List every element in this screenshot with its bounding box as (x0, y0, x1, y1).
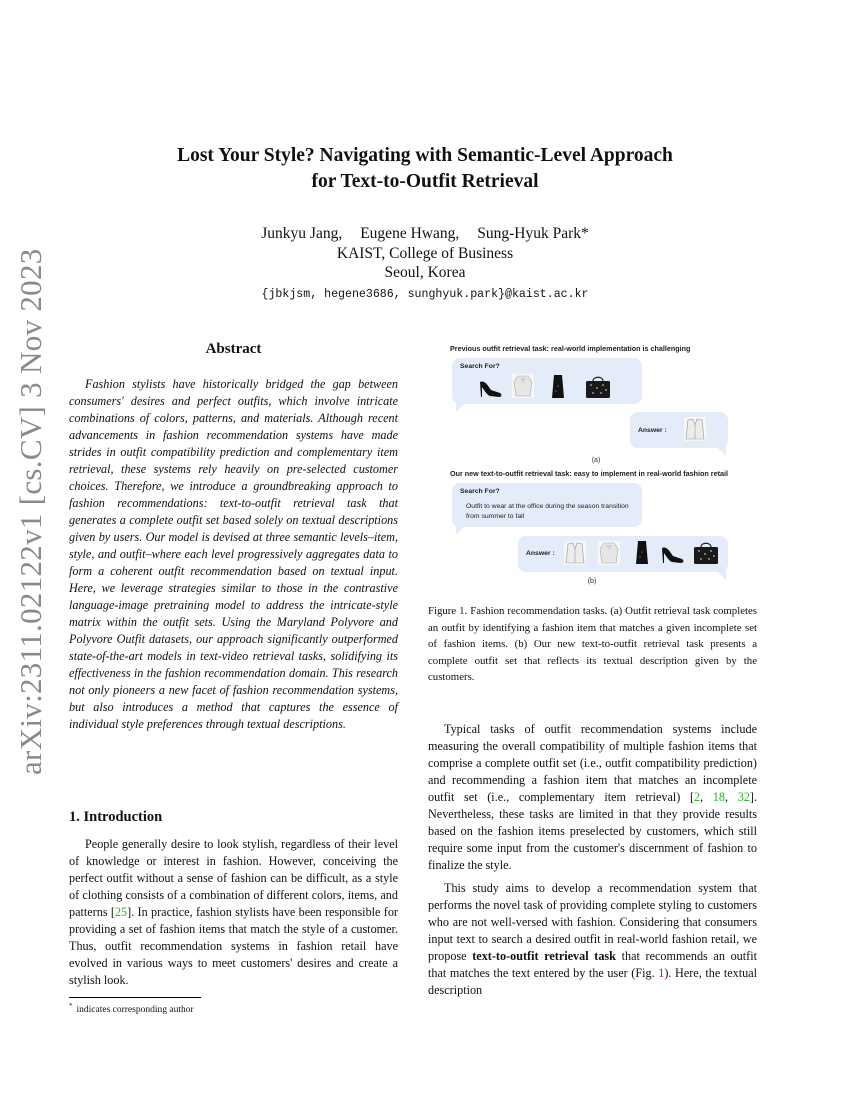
subfigure-label-a: (a) (591, 457, 601, 464)
jacket-item-icon (684, 417, 706, 441)
paragraph-text: ]. Nevertheless, these tasks are limited in that they provide results based on the fashion items preselected by customers, which still require some input from the customer's discernment of fashion to finalize the style. (428, 790, 758, 872)
author-list (0, 225, 850, 243)
query-text: Outfit to wear at the office during the season transition from summer to fall (466, 503, 629, 520)
black-skirt-icon (634, 540, 650, 566)
paragraph-text: that recommends an outfit that matches the text entered by the user (Fig. (428, 949, 757, 980)
jacket-item-icon (564, 541, 586, 565)
citation-link[interactable]: 25 (114, 905, 128, 919)
bubble-tail (716, 446, 726, 456)
paragraph-text: ). Here, the textual description (428, 966, 757, 997)
search-label: Search For? (460, 363, 500, 370)
introduction-heading: 1. Introduction (69, 809, 163, 825)
footnote (69, 1002, 194, 1015)
figure-1-caption: Figure 1. Fashion recommendation tasks. (a) Outfit retrieval task completes an outfit by identifying a fashion item that matches a given incomplete set of fashion items. (b) Our new text-to-outfit retrieval task presents a complete outfit set that reflects its textual description given by the customers. (428, 605, 757, 683)
bubble-tail (716, 570, 726, 580)
bubble-tail (456, 525, 466, 535)
abstract-text: Fashion stylists have historically bridged the gap between consumers' desires and perfect outfits, which involve intricate combinations of colors, patterns, and materials. Although recent advancements in fashion recommendation systems have made strides in outfit compatibility prediction and complementary item retrieval, these systems rely heavily on pre-selected customer choices. Therefore, we introduce a groundbreaking approach to fashion recommendations: text-to-outfit retrieval task that generates a complete outfit set based solely on textual descriptions given by users. Our model is devised at three semantic levels–item, style, and outfit–where each level progressively aggregates data to form a coherent outfit recommendation based on textual input. Here, we leverage strategies similar to those in the contrastive language-image pretraining model to address the intricate-style matrix within the outfit sets. Using the Maryland Polyvore and Polyvore Outfit datasets, our approach significantly outperformed state-of-the-art models in text-video retrieval tasks, solidifying its effectiveness in the fashion recommendation domain. This research not only pioneers a new facet of fashion recommendation systems, but also introduces a method that captures the essence of individual style preferences through textual descriptions. (69, 377, 398, 731)
figure-reference-link[interactable]: 1 (658, 966, 665, 980)
arxiv-stamp: arXiv:2311.02122v1 [cs.CV] 3 Nov 2023 (13, 248, 48, 775)
citation-link[interactable]: 18 (712, 790, 726, 804)
author-name: Sung-Hyuk Park* (477, 225, 589, 242)
paper-title-line1: Lost Your Style? Navigating with Semantic-Level Approach (177, 145, 673, 166)
paragraph-text: ]. In practice, fashion stylists have been responsible for providing a set of fashion items that match the style of a customer. Thus, outfit recommendation systems in fashion retail have evolved in various ways to meet customers' desires and create a stylish look. (69, 905, 398, 987)
affiliation: KAIST, College of Business (336, 245, 514, 262)
author-emails: {jbkjsm, hegene3686, sunghyuk.park}@kaist.ac.kr (261, 288, 589, 301)
footnote-text: indicates corresponding author (76, 1005, 194, 1016)
figure-1 (446, 340, 746, 590)
bubble-tail (456, 402, 466, 412)
citation-separator: , (700, 790, 713, 804)
paragraph-text: Typical tasks of outfit recommendation systems include measuring the overall compatibility of multiple fashion items that comprise a complete outfit set (i.e., outfit compatibility prediction) and recommending a fashion item that matches an incomplete outfit set (i.e., complementary item retrieval) [ (428, 722, 757, 804)
footnote-rule (69, 997, 201, 998)
heel-shoe-icon (478, 374, 504, 400)
blouse-item-icon (512, 374, 534, 398)
citation-link[interactable]: 2 (694, 790, 701, 804)
citation-link[interactable]: 32 (737, 790, 750, 804)
figure-panel-b-heading: Our new text-to-outfit retrieval task: easy to implement in real-world fashion retail (450, 469, 728, 478)
body-paragraph (428, 721, 757, 874)
paper-title-line2: for Text-to-Outfit Retrieval (311, 171, 539, 192)
answer-label: Answer : (638, 427, 667, 434)
author-name: Junkyu Jang, (261, 225, 343, 242)
paragraph-text: People generally desire to look stylish, regardless of their level of knowledge or interest in fashion. However, conceiving the perfect outfit without a sense of fashion can be difficult, as a style of clothing consists of a combination of different colors, items, and patterns [ (69, 837, 398, 919)
citation-separator: , (725, 790, 738, 804)
author-name: Eugene Hwang, (360, 225, 460, 242)
paragraph-text: This study aims to develop a recommendation system that performs the novel task of providing complete styling to customers who are not well-versed with fashion. Considering that consumers input text to search a desired outfit in real-world fashion retail, we propose (428, 881, 757, 963)
location: Seoul, Korea (384, 264, 466, 281)
patterned-bag-icon (692, 540, 720, 566)
abstract-heading: Abstract (205, 341, 262, 357)
figure-panel-a-heading: Previous outfit retrieval task: real-world implementation is challenging (450, 344, 691, 353)
subfigure-label-b: (b) (587, 578, 597, 585)
patterned-bag-icon (584, 374, 612, 400)
footnote-mark: * (69, 1002, 73, 1010)
introduction-paragraph (69, 836, 398, 989)
right-column-body (428, 721, 757, 1005)
black-skirt-icon (550, 374, 566, 400)
body-paragraph (428, 880, 757, 999)
bold-term: text-to-outfit retrieval task (472, 949, 616, 963)
search-label: Search For? (460, 488, 500, 495)
heel-shoe-icon (660, 540, 686, 566)
introduction-body (69, 836, 398, 995)
blouse-item-icon (598, 541, 620, 565)
answer-label: Answer : (526, 550, 555, 557)
